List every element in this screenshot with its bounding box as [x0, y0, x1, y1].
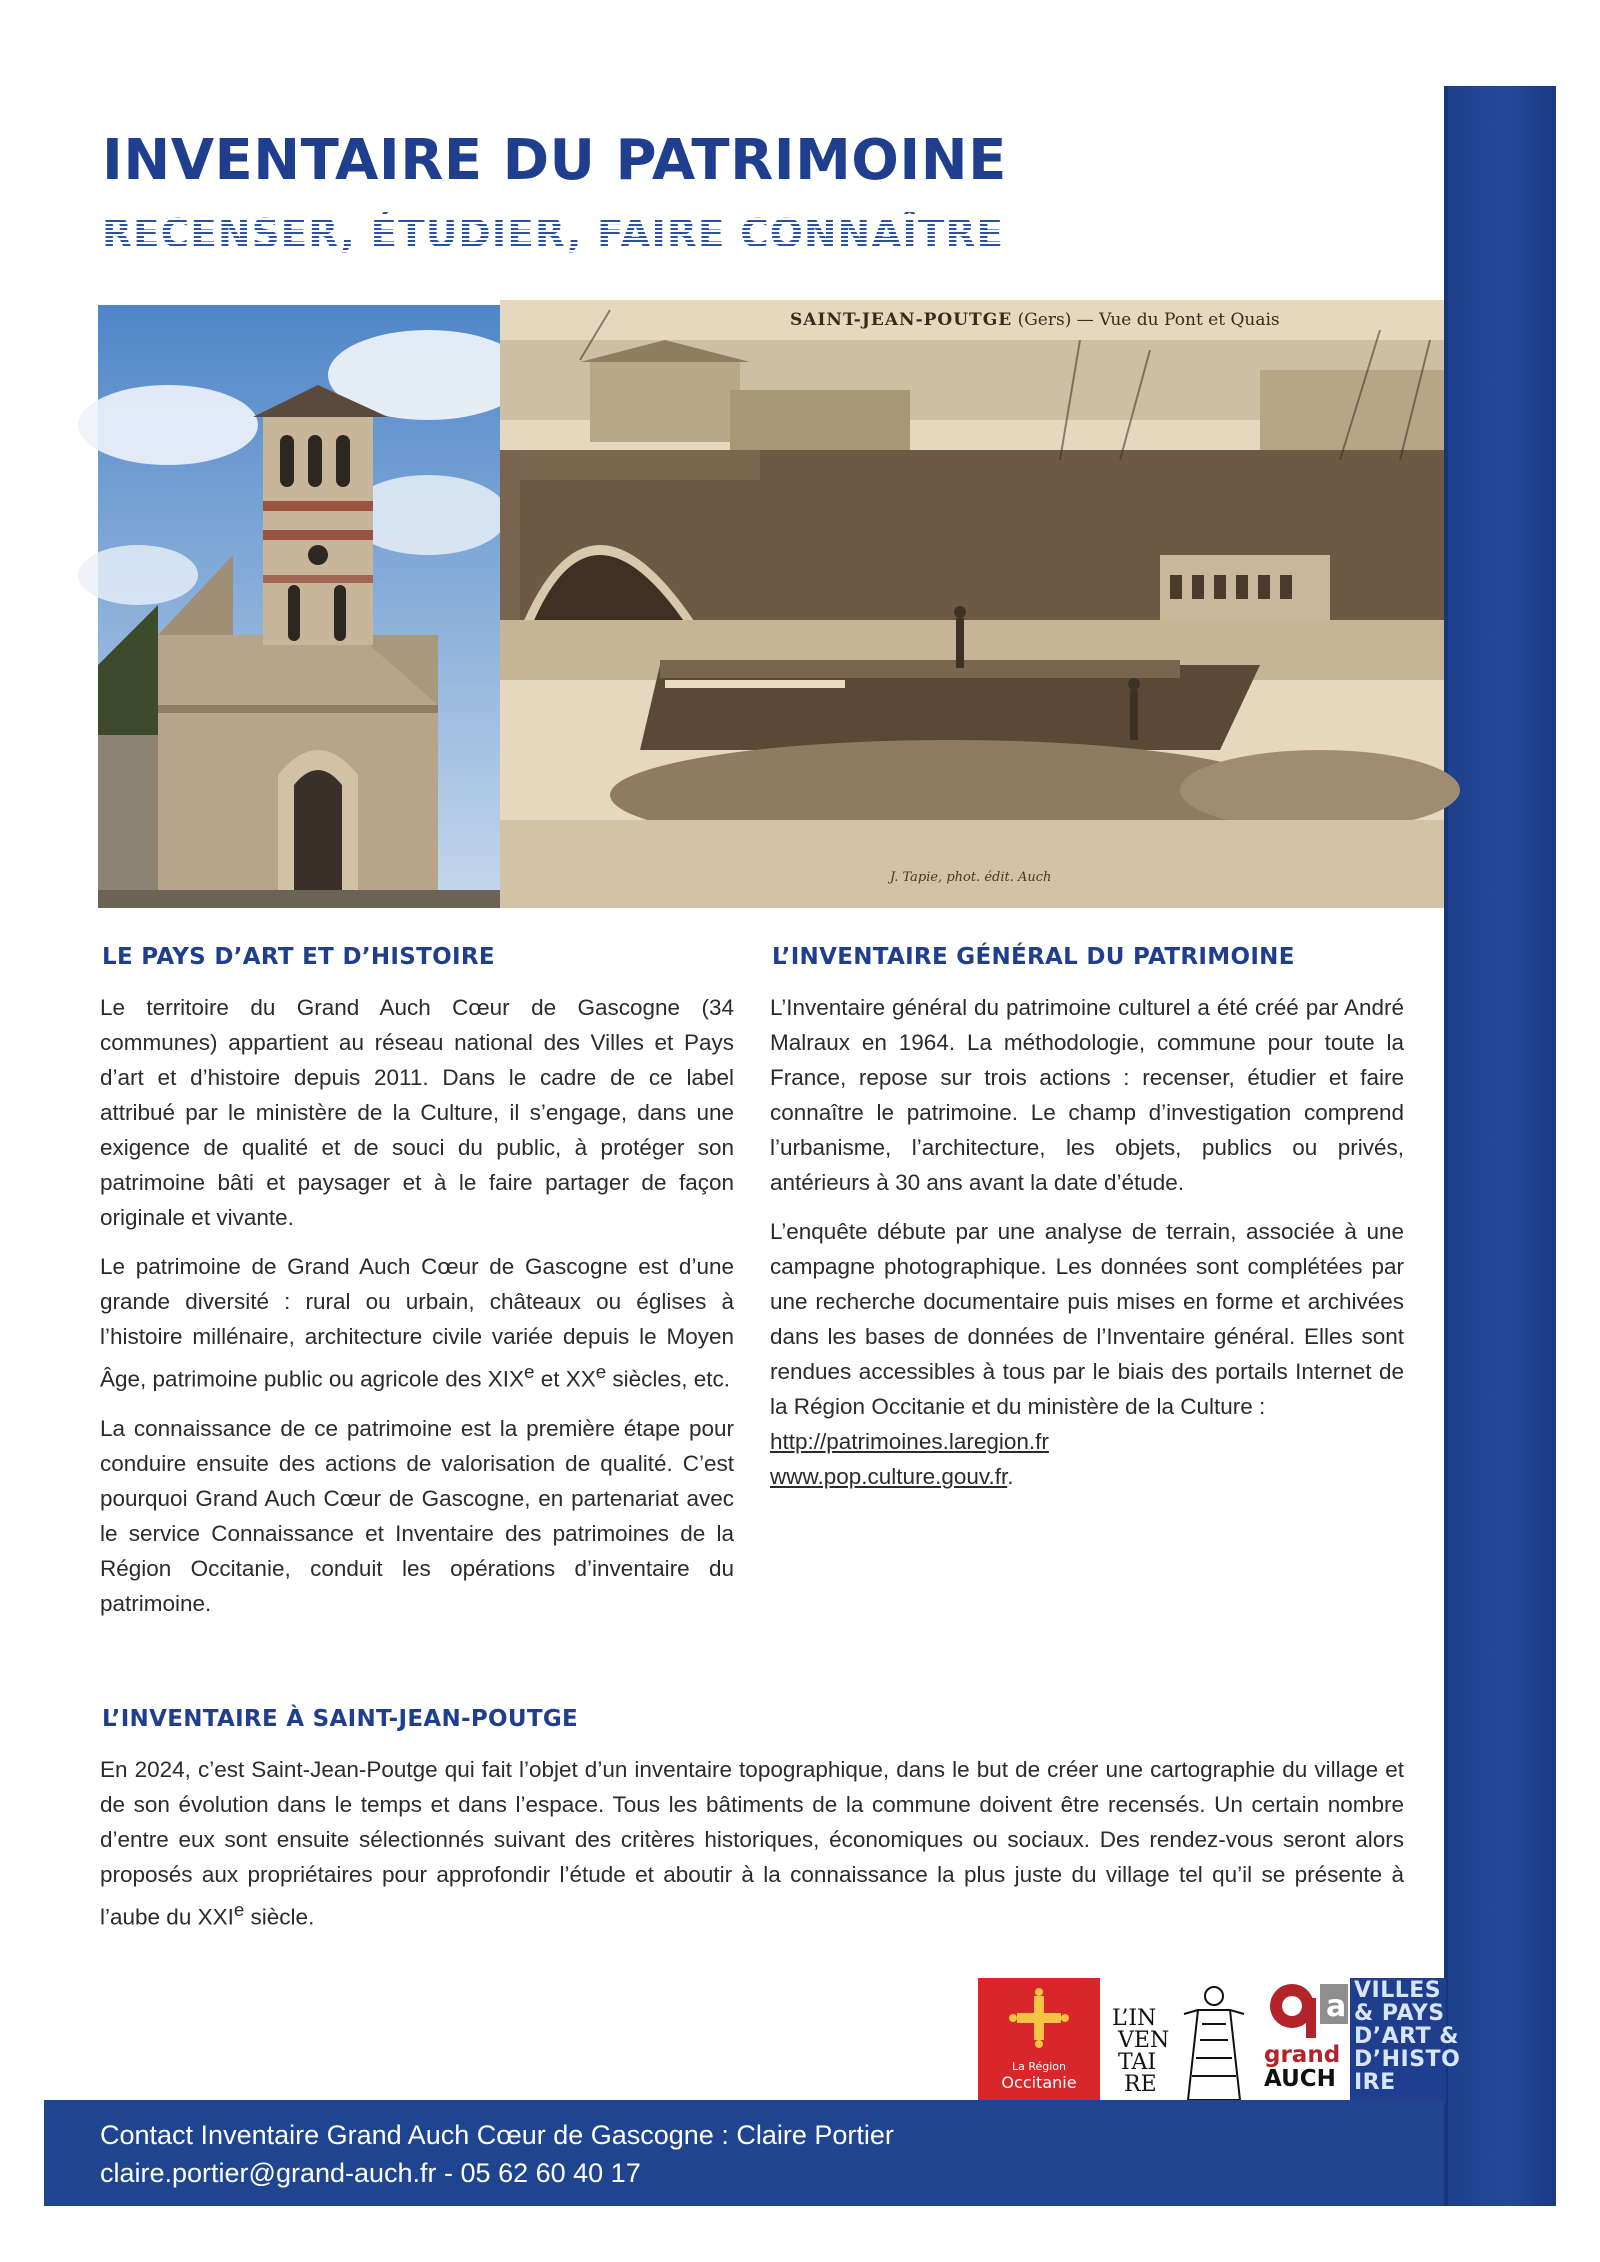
postcard-place-detail: (Gers): [1017, 310, 1072, 330]
paragraph: L’Inventaire général du patrimoine culturel a été créé par André Malraux en 1964. La méthodologie, commune pour toute la France, repose sur trois actions : recenser, étudier et faire connaître le patrimoine. Le champ d’investigation comprend l’urbanisme, l’architecture, les objets, publics ou privés, antérieurs à 30 ans avant la date d’étude.: [770, 995, 1404, 1195]
occitanie-line1: La Région: [1011, 2060, 1067, 2073]
text-span: siècles, etc.: [606, 1366, 730, 1392]
villes-line-5: IRE: [1354, 2070, 1396, 2095]
superscript: e: [524, 1361, 535, 1382]
link-pop-culture[interactable]: www.pop.culture.gouv.fr: [770, 1464, 1008, 1489]
contact-bar: [44, 2100, 1444, 2206]
postcard-credit: J. Tapie, phot. édit. Auch: [890, 870, 1052, 885]
bridge-illustration: [500, 300, 1444, 908]
inventaire-word-3: TAI: [1118, 2050, 1157, 2075]
villes-line-4: D’HISTO: [1354, 2047, 1461, 2072]
paragraph: L’enquête débute par une analyse de terrain, associée à une campagne photographique. Les données sont complétées par une recherche documentaire puis mises en forme et archivées dans les bases de données de l’Inventaire général. Elles sont rendues accessibles à tous par le biais des portails Internet de la Région Occitanie et du ministère de la Culture :: [770, 1219, 1404, 1419]
text-span: En 2024, c’est Saint-Jean-Poutge qui fait l’objet d’un inventaire topographique, dans le but de créer une cartographie du village et de son évolution dans le temps et dans l’espace. Tous les bâtiments de la commune doivent être recensés. Un certain nombre d’entre eux sont ensuite sélectionnés suivant des critères historiques, économiques ou sociaux. Des rendez-vous seront alors proposés aux propriétaires pour approfondir l’étude et aboutir à la connaissance la plus juste du village tel qu’il se présente à l’aube du XXI: [100, 1757, 1404, 1930]
paragraph: Le territoire du Grand Auch Cœur de Gascogne (34 communes) appartient au réseau national des Villes et Pays d’art et d’histoire depuis 2011. Dans le cadre de ce label attribué par le ministère de la Culture, il s’engage, dans une exigence de qualité et de souci du public, à protéger son patrimoine bâti et paysager et à le faire partager de façon originale et vivante.: [100, 995, 734, 1230]
svg-text:a: a: [1326, 1989, 1347, 2024]
paragraph: [100, 1249, 734, 1397]
superscript: e: [233, 1899, 245, 1920]
villes-line-2: & PAYS: [1354, 2001, 1445, 2026]
right-decorative-band: [1444, 86, 1556, 2206]
heading-pays-art-histoire: LE PAYS D’ART ET D’HISTOIRE: [102, 944, 495, 970]
column-pays-art-histoire: [100, 990, 734, 1635]
contact-line-1: Contact Inventaire Grand Auch Cœur de Gascogne : Claire Portier: [100, 2120, 894, 2150]
villes-line-3: D’ART &: [1354, 2024, 1459, 2049]
page-title: INVENTAIRE DU PATRIMOINE: [102, 128, 1007, 193]
postcard-place: SAINT-JEAN-POUTGE: [790, 310, 1013, 330]
page-subtitle: RECENSER, ÉTUDIER, FAIRE CONNAÎTRE: [102, 212, 1005, 257]
contact-line-2: claire.portier@grand-auch.fr - 05 62 60 40 17: [100, 2158, 641, 2188]
link-line: [770, 1464, 1013, 1489]
church-illustration: [98, 305, 500, 908]
heading-inventaire-general: L’INVENTAIRE GÉNÉRAL DU PATRIMOINE: [772, 944, 1295, 970]
villes-pays-art-histoire-logo: [1350, 1978, 1461, 2104]
postcard-photo: [500, 300, 1444, 908]
text-span: .: [1007, 1464, 1014, 1489]
text-span: et XX: [534, 1366, 596, 1392]
paragraph: La connaissance de ce patrimoine est la première étape pour conduire ensuite des actions de valorisation de qualité. C’est pourquoi Grand Auch Cœur de Gascogne, en partenariat avec le service Connaissance et Inventaire des patrimoines de la Région Occitanie, conduit les opérations d’inventaire du patrimoine.: [100, 1415, 734, 1616]
grand-auch-logo: [1262, 1978, 1352, 2104]
right-band-edge: [1444, 86, 1448, 2206]
text-span: siècle.: [244, 1904, 315, 1930]
inventaire-logo: [1108, 1980, 1258, 2104]
ga-monogram-icon: [1262, 1978, 1352, 2042]
column-saint-jean-poutge: [100, 1752, 1404, 1949]
postcard-caption: [790, 310, 1280, 330]
occitanie-line2: Occitanie: [1001, 2073, 1077, 2092]
links-block: [770, 1424, 1404, 1494]
church-photo: [98, 305, 500, 908]
occitanie-logo-text: [978, 2060, 1100, 2092]
villes-line-1: VILLES: [1354, 1978, 1442, 2003]
text-span: Le patrimoine de Grand Auch Cœur de Gascogne est d’une grande diversité : rural ou urbain, châteaux ou églises à l’histoire millénaire, architecture civile variée depuis le Moyen Âge, patrimoine public ou agricole des XIX: [100, 1254, 734, 1392]
postcard-caption-rest: — Vue du Pont et Quais: [1076, 310, 1280, 330]
column-inventaire-general: [770, 990, 1404, 1508]
occitanie-logo: [978, 1978, 1100, 2102]
grand-auch-word-2: AUCH: [1264, 2066, 1336, 2092]
inventaire-word-2: VEN: [1118, 2028, 1170, 2053]
occitan-cross-icon: [978, 1978, 1100, 2058]
link-patrimoines-laregion[interactable]: http://patrimoines.laregion.fr: [770, 1429, 1049, 1454]
inventaire-word-4: RE: [1124, 2072, 1157, 2097]
inventaire-figures-icon: [1174, 1980, 1254, 2104]
grand-auch-word-1: grand: [1264, 2042, 1341, 2068]
inventaire-word-1: L’IN: [1112, 2006, 1157, 2031]
paragraph: [100, 1752, 1404, 1935]
heading-inventaire-saint-jean-poutge: L’INVENTAIRE À SAINT-JEAN-POUTGE: [102, 1706, 579, 1732]
superscript: e: [595, 1361, 607, 1382]
